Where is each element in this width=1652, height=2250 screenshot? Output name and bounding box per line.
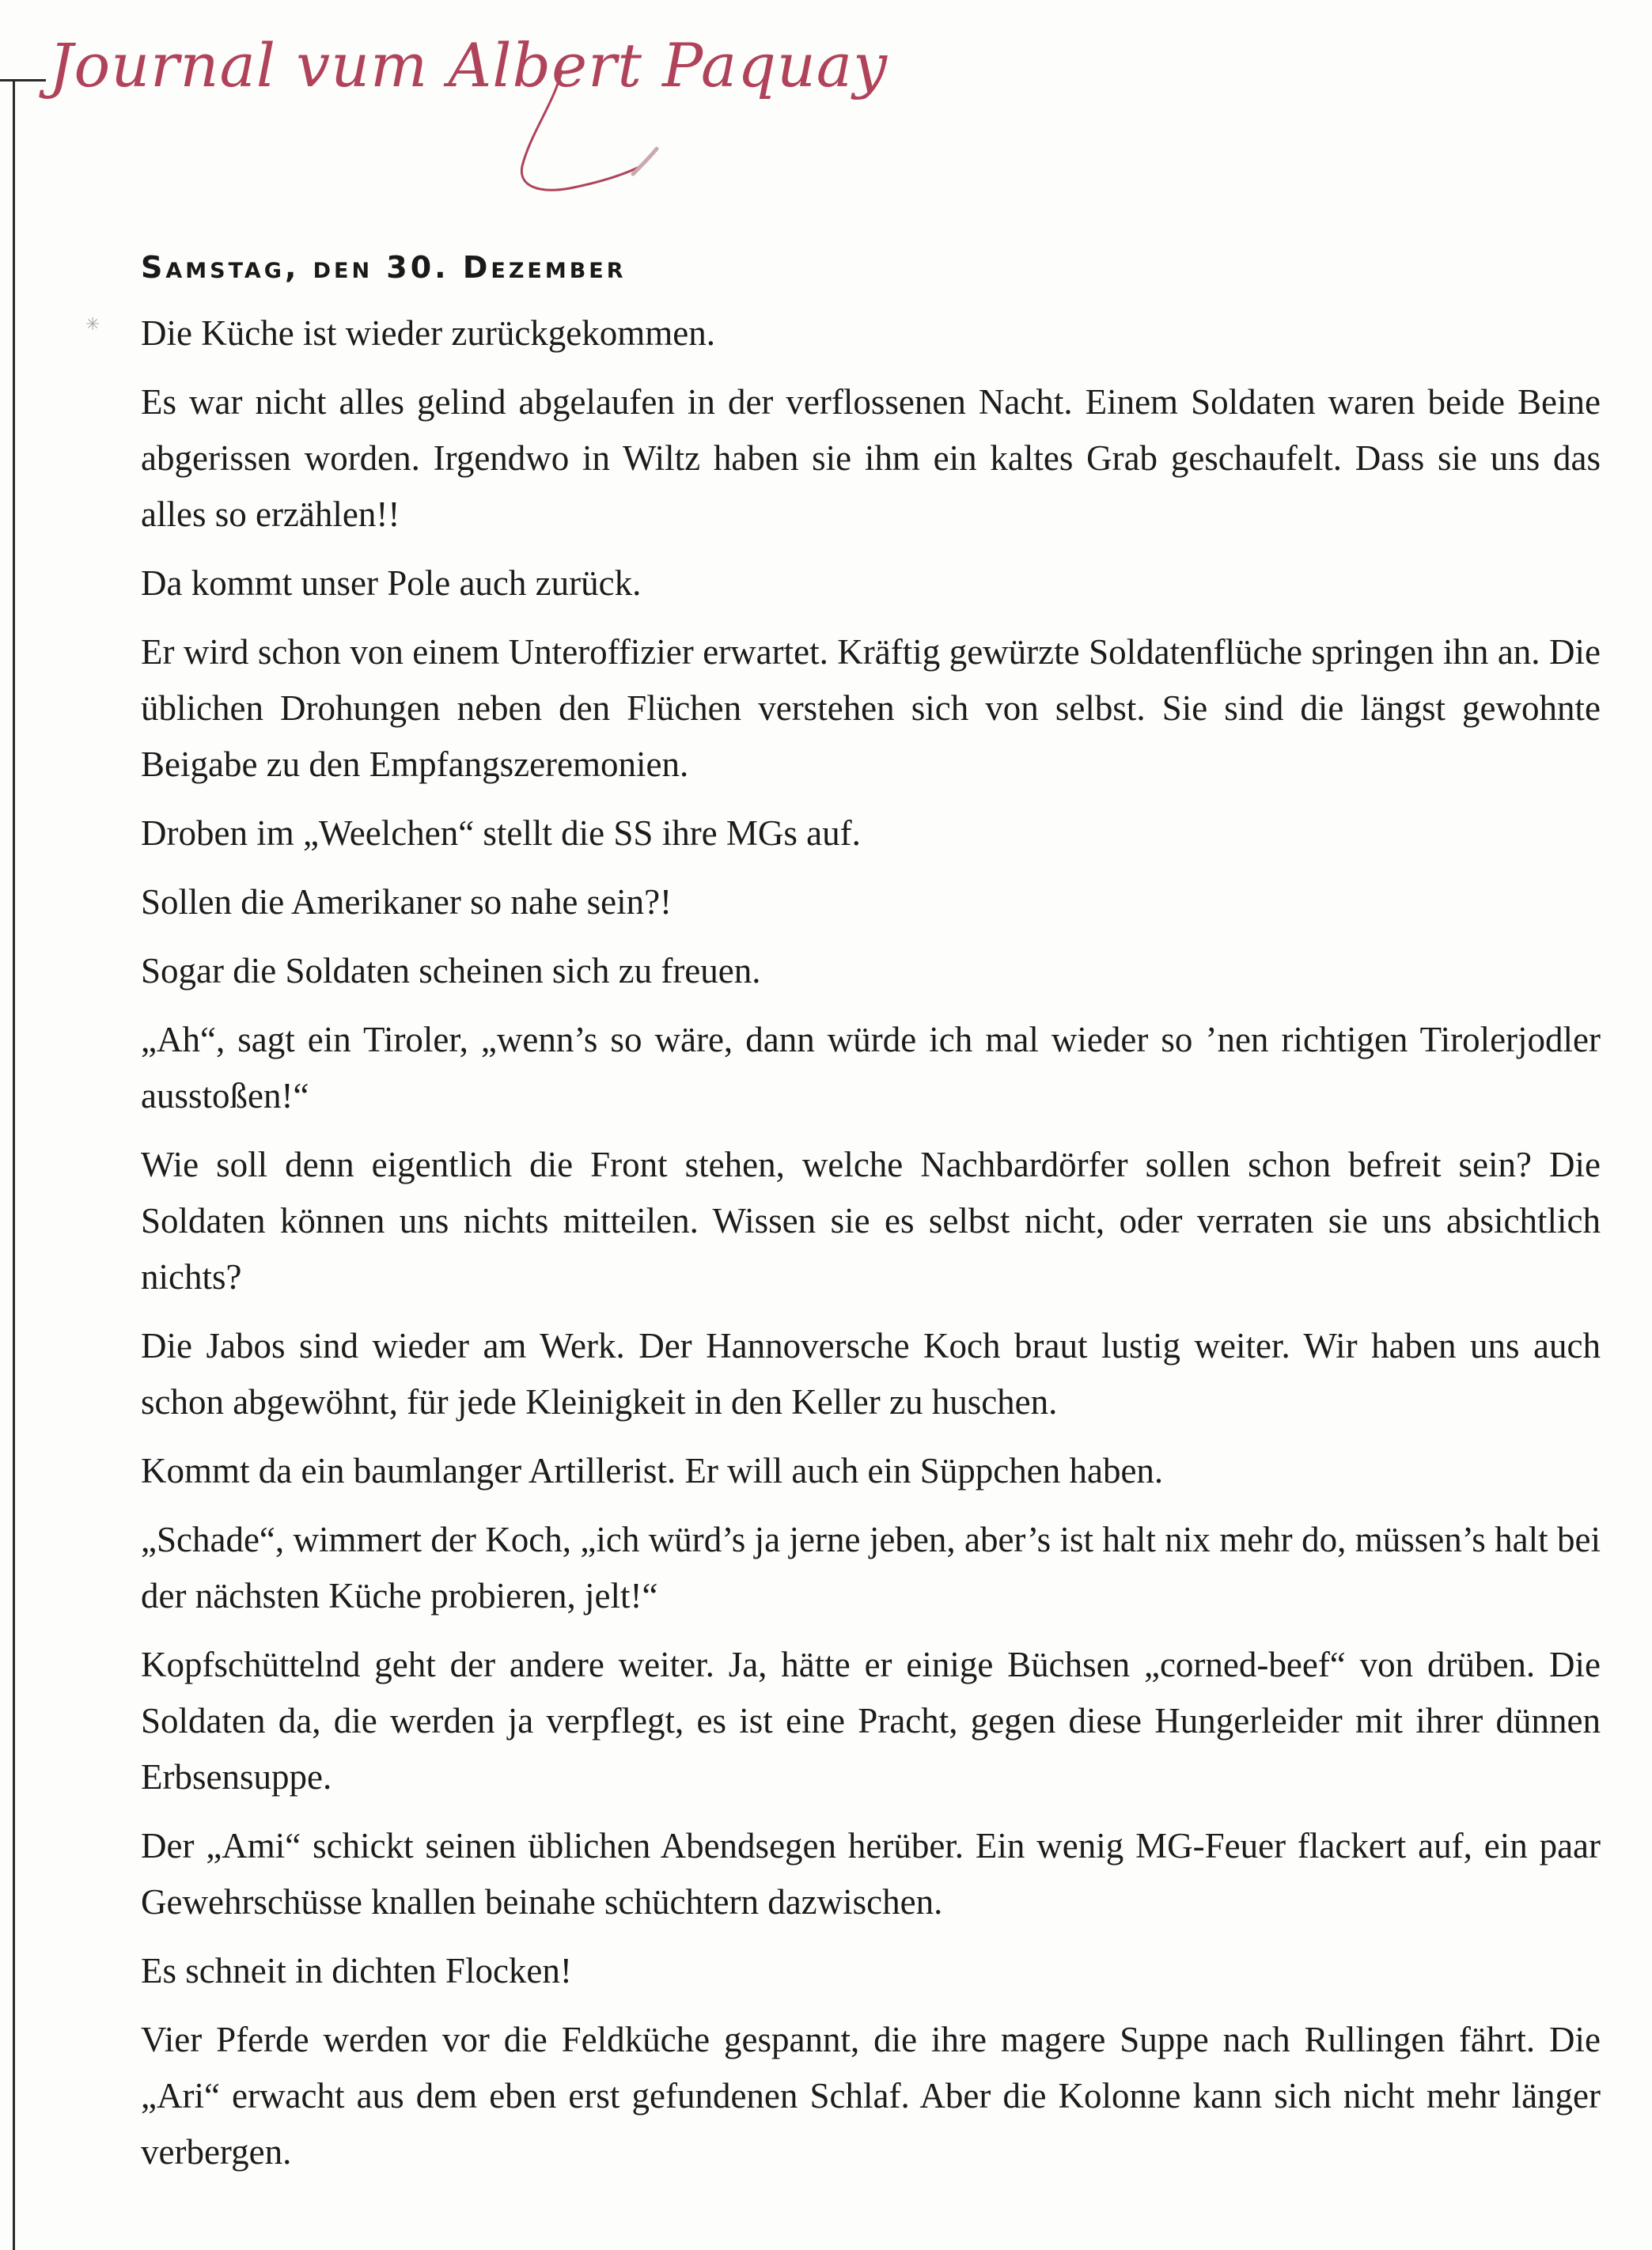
journal-header-title: Journal vum Albert Paquay [49,30,889,100]
paragraph: Es war nicht alles gelind abgelaufen in der verflossenen Nacht. Einem Soldaten waren beide Beine abgerissen worden. Irgendwo in Wiltz haben sie ihm ein kaltes Grab geschaufelt. Dass sie uns das alles so erzählen!! [141,382,1601,534]
paper-speck-mark: ✳ [85,315,100,335]
paragraph: Droben im „Weelchen“ stellt die SS ihre MGs auf. [141,813,861,853]
paragraph: Kommt da ein baumlanger Artillerist. Er will auch ein Süppchen haben. [141,1451,1164,1491]
paragraph: Die Jabos sind wieder am Werk. Der Hannoversche Koch braut lustig weiter. Wir haben uns auch schon abgewöhnt, für jede Kleinigkeit in den Keller zu huschen. [141,1326,1601,1422]
paragraph: Da kommt unser Pole auch zurück. [141,563,642,603]
paragraph: Vier Pferde werden vor die Feldküche gespannt, die ihre magere Suppe nach Rullingen fährt. Die „Ari“ erwacht aus dem eben erst gefundenen Schlaf. Aber die Kolonne kann sich nicht mehr länger verbergen. [141,2020,1601,2172]
left-border-line [13,79,15,2250]
paragraph: Der „Ami“ schickt seinen üblichen Abendsegen herüber. Ein wenig MG-Feuer flackert auf, ein paar Gewehrschüsse knallen beinahe schüchtern dazwischen. [141,1826,1601,1922]
paragraph: Sogar die Soldaten scheinen sich zu freuen. [141,951,761,991]
paragraph: Kopfschüttelnd geht der andere weiter. Ja, hätte er einige Büchsen „corned-beef“ von drüben. Die Soldaten da, die werden ja verpflegt, es ist eine Pracht, gegen diese Hungerleider mit ihrer dünnen Erbsensuppe. [141,1645,1601,1797]
paragraph: Er wird schon von einem Unteroffizier erwartet. Kräftig gewürzte Soldatenflüche springen ihn an. Die üblichen Drohungen neben den Flüchen verstehen sich von selbst. Sie sind die längst gewohnte Beigabe zu den Empfangszeremonien. [141,632,1601,784]
entry-date-heading: Samstag, den 30. Dezember [141,250,627,285]
paragraph: Es schneit in dichten Flocken! [141,1951,572,1991]
border-top-stub [0,79,46,81]
paragraph: Wie soll denn eigentlich die Front stehen, welche Nachbardörfer sollen schon befreit sein? Die Soldaten können uns nichts mitteilen. Wissen sie es selbst nicht, oder verraten sie uns absichtlich nichts? [141,1145,1601,1297]
paragraph: „Ah“, sagt ein Tiroler, „wenn’s so wäre, dann würde ich mal wieder so ’nen richtigen Tirolerjodler ausstoßen!“ [141,1020,1601,1116]
paragraph: Die Küche ist wieder zurückgekommen. [141,313,715,353]
paragraph: Sollen die Amerikaner so nahe sein?! [141,882,673,922]
entry-body [141,305,1601,2193]
paragraph: „Schade“, wimmert der Koch, „ich würd’s ja jerne jeben, aber’s ist halt nix mehr do, müssen’s halt bei der nächsten Küche probieren, jelt!“ [141,1520,1601,1616]
header-flourish-icon [443,55,680,214]
